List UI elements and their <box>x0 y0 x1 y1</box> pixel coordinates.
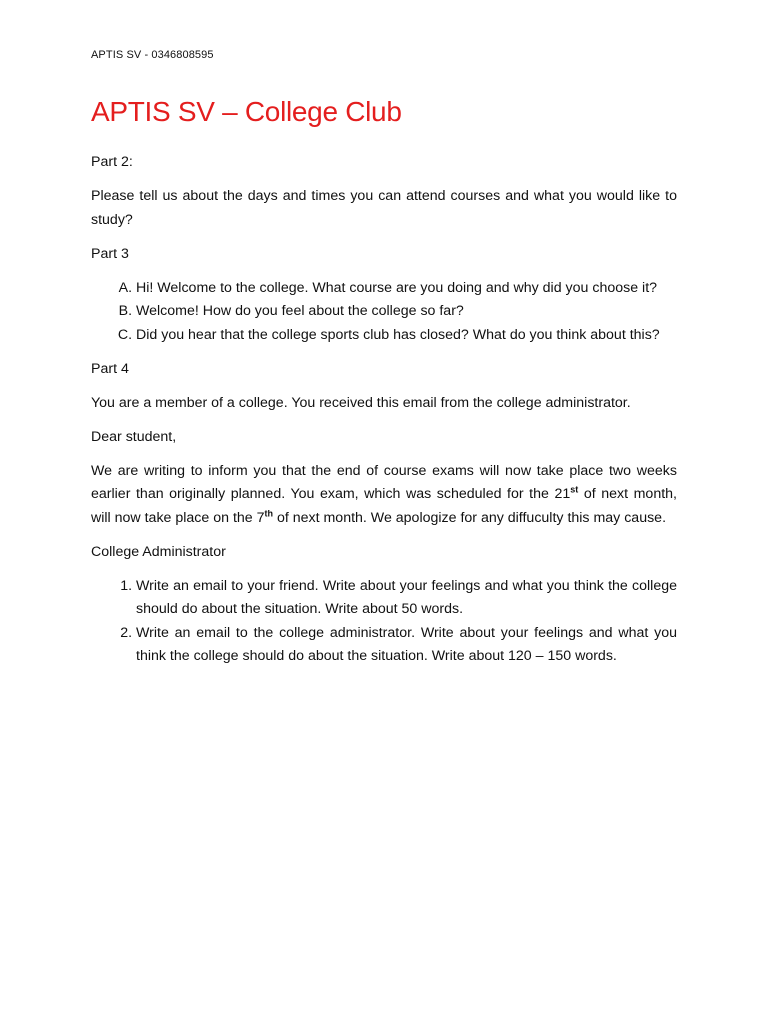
email-body-text-2: of next month, will now take place on the 7 <box>91 486 677 526</box>
part3-heading: Part 3 <box>91 245 129 262</box>
part3-question-list <box>91 277 677 348</box>
part4-intro: You are a member of a college. You received this email from the college administrator. <box>91 394 631 411</box>
document-body <box>91 151 677 679</box>
part4-task-2: 2. Write an email to the college administrator. Write about your feelings and what you think the college should do about the situation. Write about 120 – 150 words. <box>136 622 677 669</box>
page-header: APTIS SV - 0346808595 <box>91 49 214 61</box>
email-greeting: Dear student, <box>91 428 177 445</box>
part2-question: Please tell us about the days and times you can attend courses and what you would like to study? <box>91 188 677 228</box>
part3-question-c: C. Did you hear that the college sports club has closed? What do you think about this? <box>136 324 677 348</box>
part4-heading: Part 4 <box>91 360 129 377</box>
email-body-text-1: We are writing to inform you that the end of course exams will now take place two weeks earlier than originally planned. You exam, which was scheduled for the 21 <box>91 462 677 502</box>
part4-task-list <box>91 575 677 669</box>
email-body-sup-2: th <box>264 507 274 518</box>
part3-question-b: B. Welcome! How do you feel about the college so far? <box>136 300 677 324</box>
email-body <box>91 460 677 531</box>
email-body-sup-1: st <box>570 484 579 495</box>
part3-question-a: A. Hi! Welcome to the college. What course are you doing and why did you choose it? <box>136 277 677 301</box>
email-body-text-3: of next month. We apologize for any diffuculty this may cause. <box>273 509 667 526</box>
document-title: APTIS SV – College Club <box>91 96 402 127</box>
part4-task-1: 1. Write an email to your friend. Write about your feelings and what you think the college should do about the situation. Write about 50 words. <box>136 575 677 622</box>
part2-heading: Part 2: <box>91 154 133 170</box>
email-signature: College Administrator <box>91 543 226 560</box>
